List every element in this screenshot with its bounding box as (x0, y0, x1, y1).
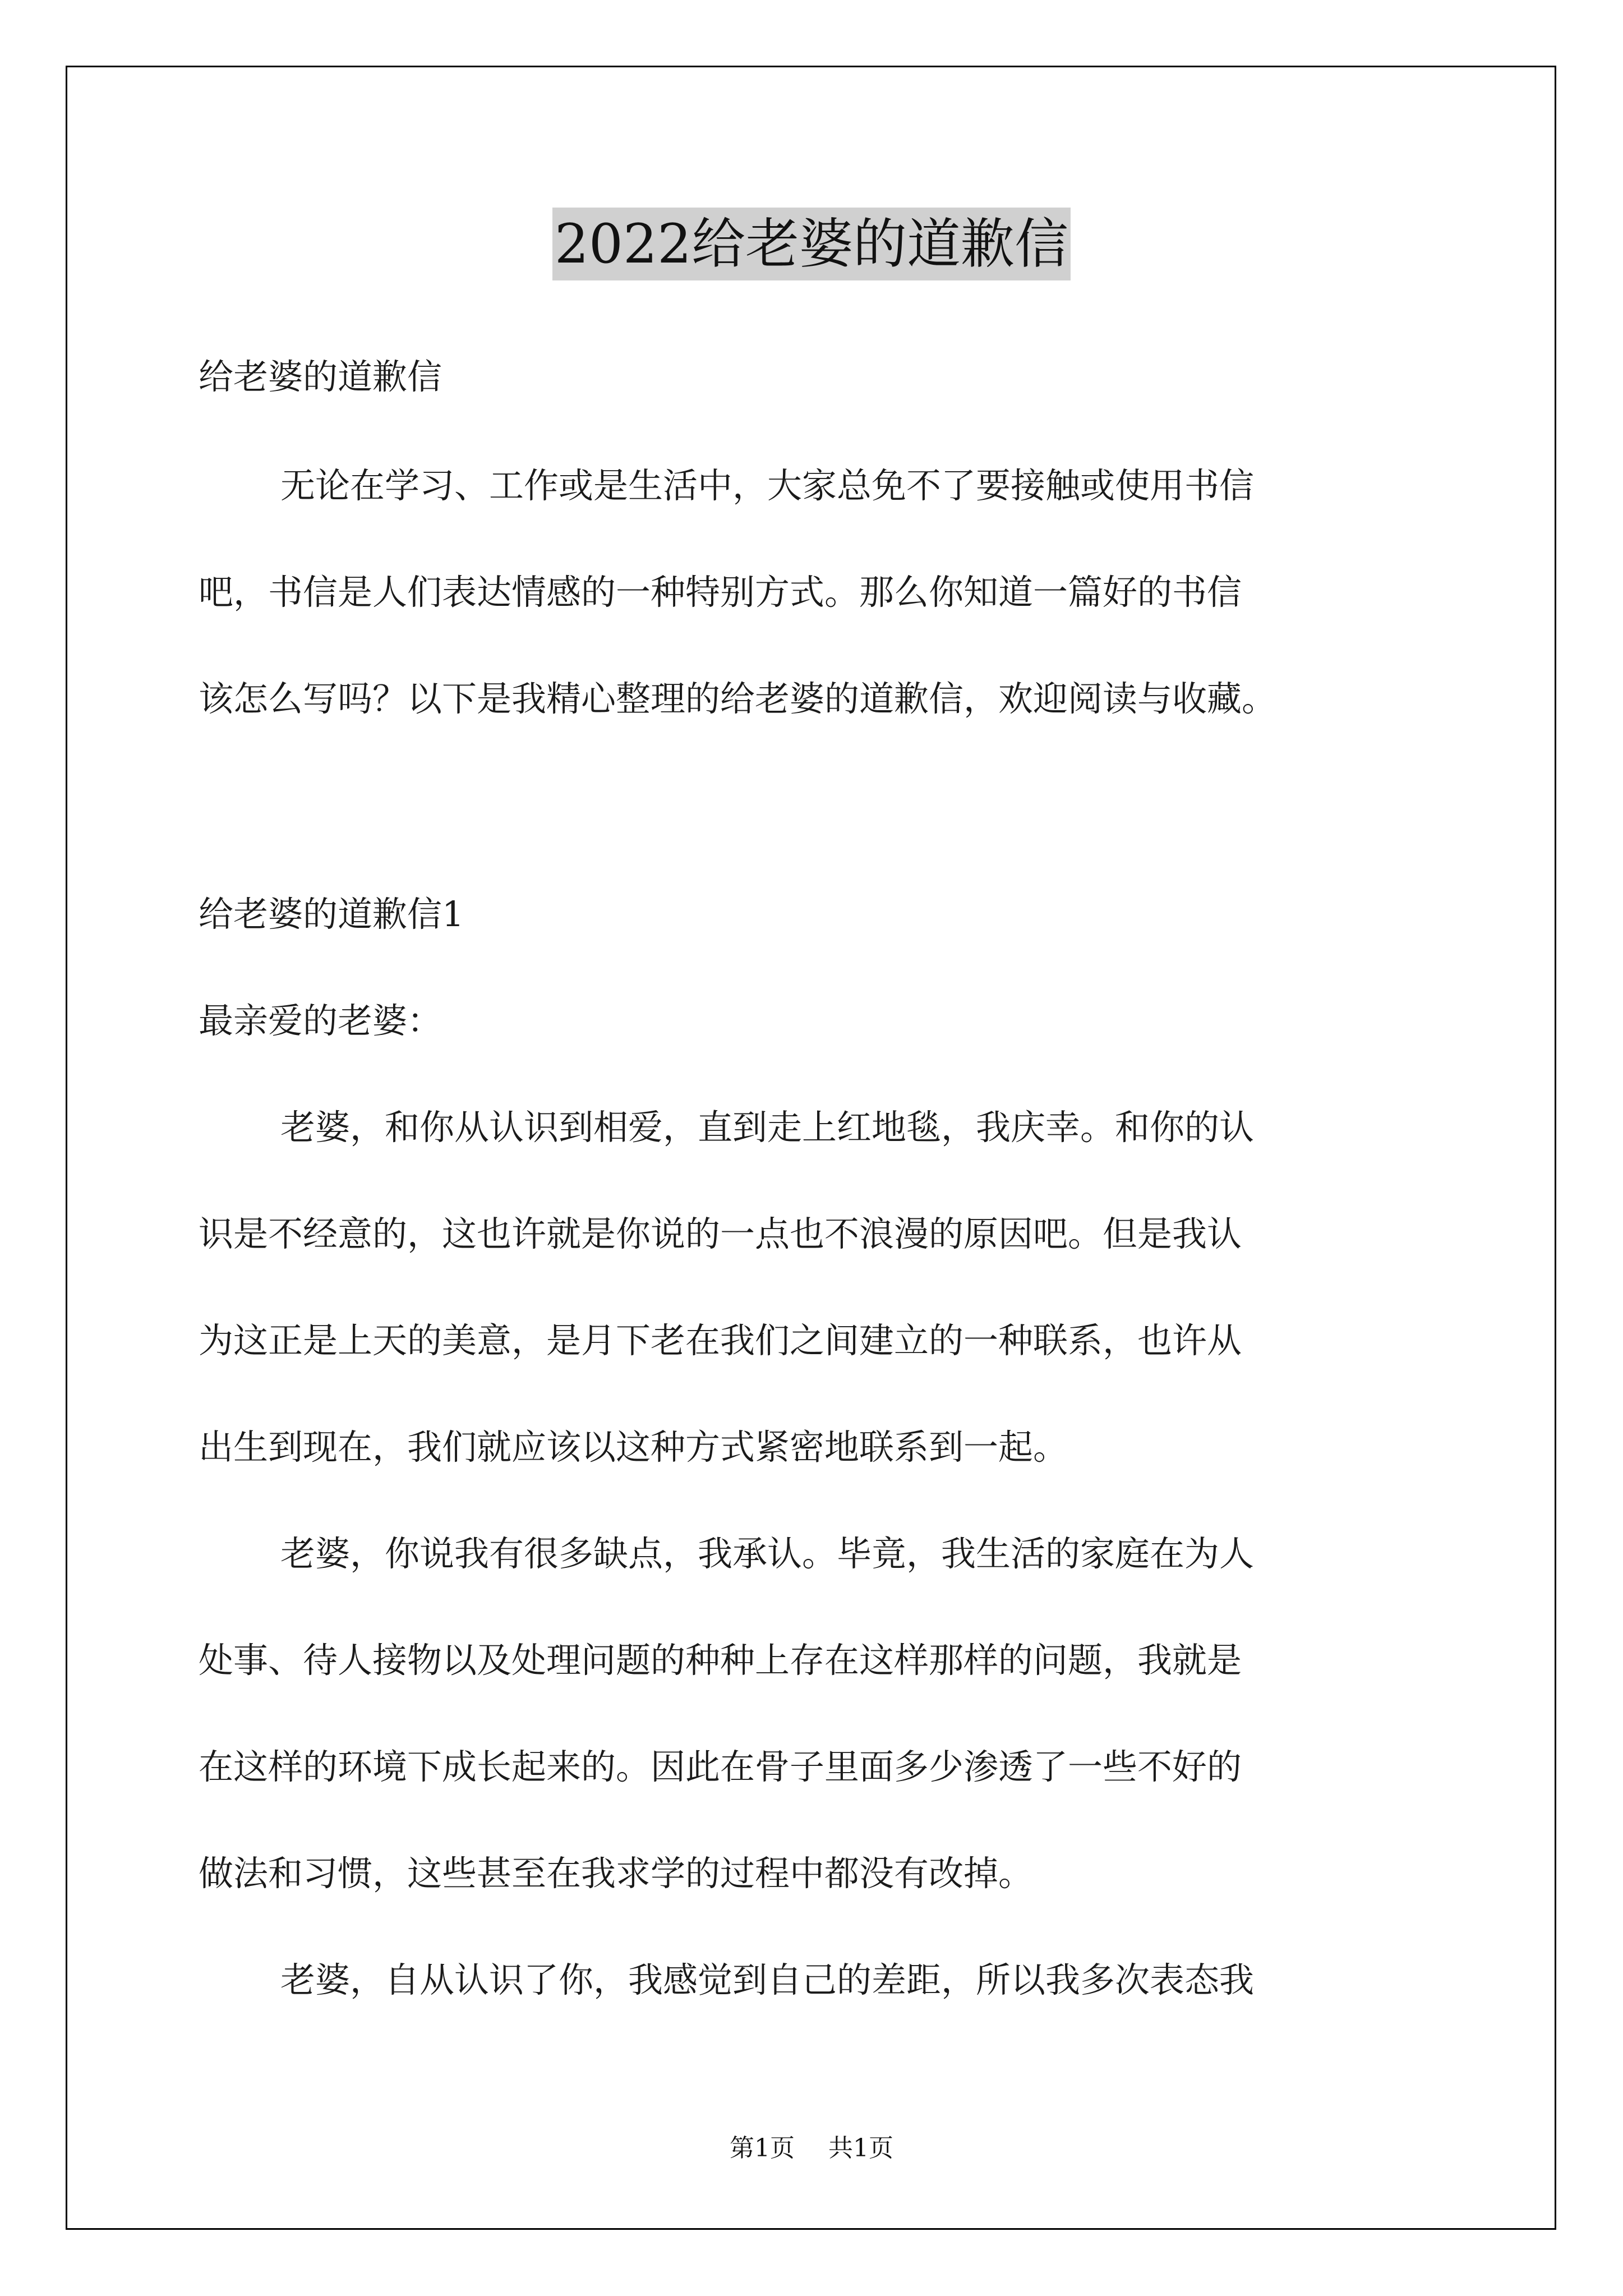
paragraph-1-line-2: 识是不经意的，这也许就是你说的一点也不浪漫的原因吧。但是我认 (199, 1213, 1242, 1254)
paragraph-2-line-2: 处事、待人接物以及处理问题的种种上存在这样那样的问题，我就是 (199, 1640, 1242, 1681)
salutation: 最亲爱的老婆： (199, 1000, 442, 1041)
subtitle-line: 给老婆的道歉信 (199, 356, 442, 397)
intro-line-3: 该怎么写吗？以下是我精心整理的给老婆的道歉信，欢迎阅读与收藏。 (199, 678, 1277, 719)
paragraph-2-line-1: 老婆，你说我有很多缺点，我承认。毕竟，我生活的家庭在为人 (280, 1533, 1255, 1574)
document-title (0, 208, 1623, 280)
section-heading: 给老婆的道歉信1 (199, 894, 464, 935)
paragraph-1-line-4: 出生到现在，我们就应该以这种方式紧密地联系到一起。 (199, 1427, 1068, 1467)
footer-page-number: 第1页 (730, 2134, 795, 2162)
intro-line-2: 吧，书信是人们表达情感的一种特别方式。那么你知道一篇好的书信 (199, 572, 1242, 613)
paragraph-3-line-1: 老婆，自从认识了你，我感觉到自己的差距，所以我多次表态我 (280, 1959, 1255, 2000)
page-footer (0, 2132, 1623, 2165)
intro-line-1: 无论在学习、工作或是生活中，大家总免不了要接触或使用书信 (280, 465, 1255, 506)
paragraph-1-line-3: 为这正是上天的美意，是月下老在我们之间建立的一种联系，也许从 (199, 1320, 1242, 1361)
paragraph-2-line-4: 做法和习惯，这些甚至在我求学的过程中都没有改掉。 (199, 1853, 1034, 1894)
paragraph-1-line-1: 老婆，和你从认识到相爱，直到走上红地毯，我庆幸。和你的认 (280, 1107, 1255, 1148)
paragraph-2-line-3: 在这样的环境下成长起来的。因此在骨子里面多少渗透了一些不好的 (199, 1746, 1242, 1787)
footer-page-total: 共1页 (828, 2134, 893, 2162)
document-title-text: 2022给老婆的道歉信 (552, 208, 1071, 280)
